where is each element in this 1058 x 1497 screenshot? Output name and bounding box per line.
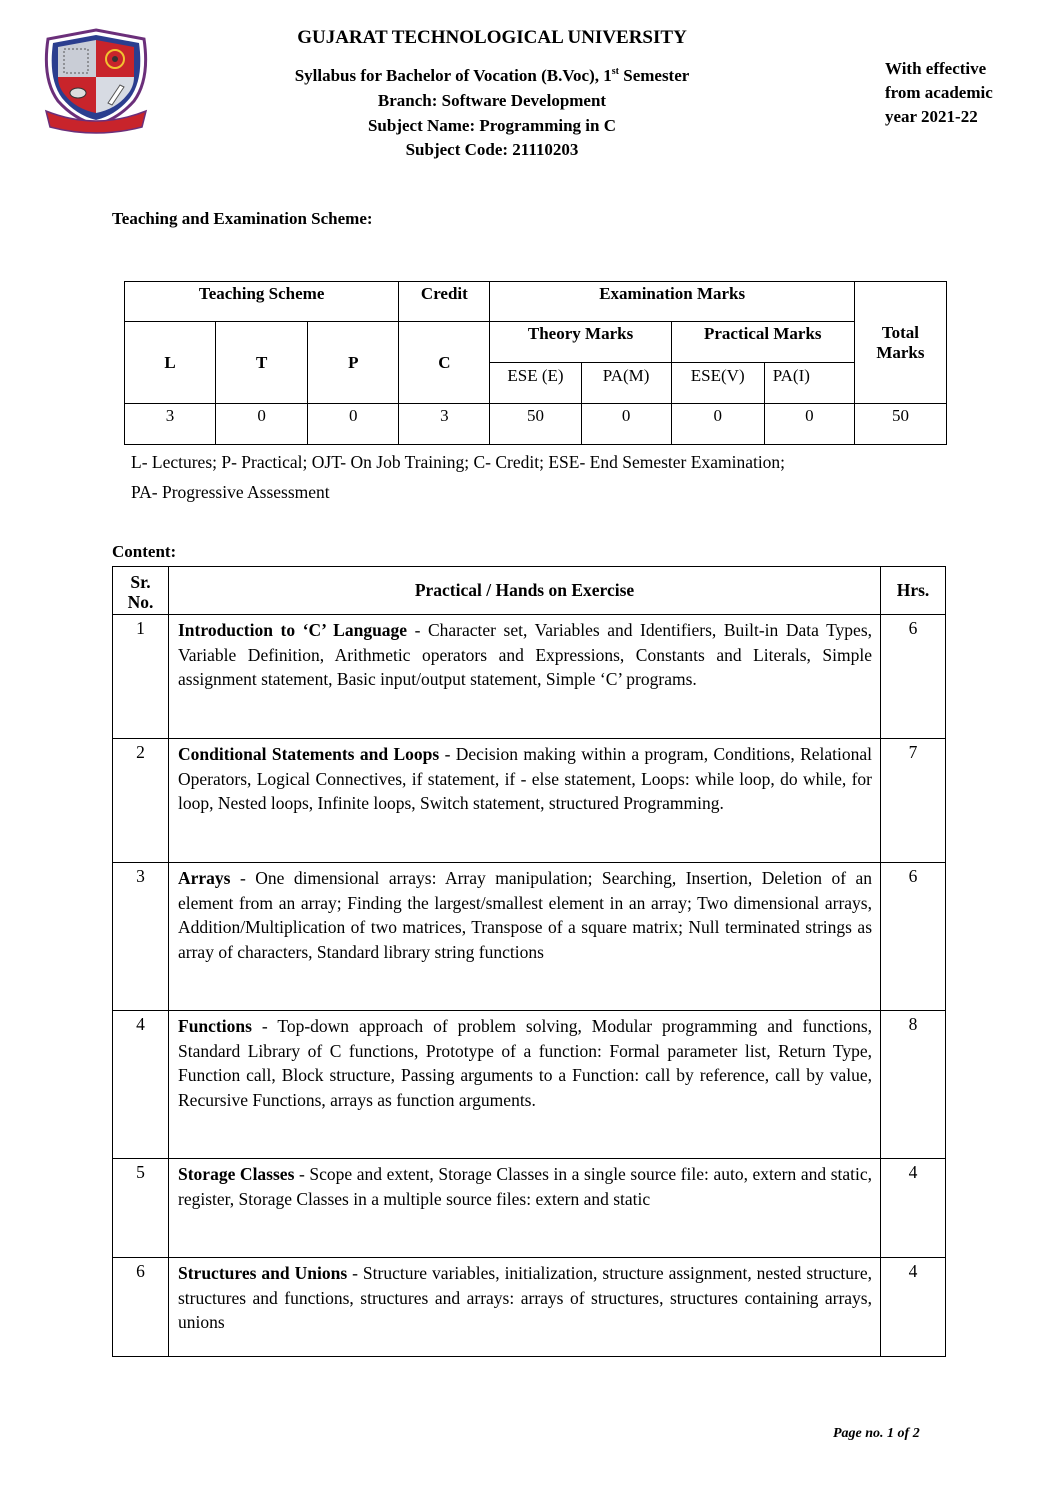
row-separator: - (251, 1016, 278, 1036)
row-description (169, 739, 881, 863)
row-description (169, 1258, 881, 1357)
subject-name: Subject Name: Programming in C (367, 116, 617, 135)
row-hrs: 6 (881, 863, 946, 1011)
row-details: Structure variables, initialization, structure assignment, nested structure, structures and functions, structures and arrays: arrays of structures, structures containing arrays, unions (178, 1263, 872, 1332)
row-separator: - (347, 1263, 363, 1283)
header-sr-no (113, 567, 169, 615)
header-pa-m: PA(M) (581, 363, 671, 404)
gtu-crest-icon (38, 27, 154, 135)
effective-year-note (885, 57, 1045, 129)
row-details: Top-down approach of problem solving, Modular programming and functions, Standard Library of C functions, Prototype of a function: Formal parameter list, Return Type, Function call, Block structure, Passing arguments to a Function: call by reference, call by value, Recursive Functions, arrays as function arguments. (178, 1016, 873, 1110)
legend-line-2: PA- Progressive Assessment (131, 482, 330, 502)
content-title: Content: (112, 542, 177, 561)
header-total-line-2: Marks (876, 342, 925, 362)
content-table (112, 566, 946, 1357)
university-name: GUJARAT TECHNOLOGICAL UNIVERSITY (297, 27, 687, 48)
value-pa-m: 0 (581, 404, 671, 445)
row-separator: - (407, 620, 428, 640)
header-examination-marks: Examination Marks (490, 282, 854, 322)
ordinal-suffix: st (611, 66, 619, 77)
value-L: 3 (125, 404, 216, 445)
header-total-line-1: Total (881, 322, 920, 342)
row-topic: Conditional Statements and Loops (178, 744, 440, 764)
header-exercise: Practical / Hands on Exercise (169, 567, 881, 615)
subject-code: Subject Code: 21110203 (405, 140, 579, 159)
content-row (113, 1258, 946, 1357)
row-separator: - (230, 868, 256, 888)
content-row (113, 863, 946, 1011)
row-sr-no: 2 (113, 739, 169, 863)
row-hrs: 7 (881, 739, 946, 863)
syllabus-title-suffix: Semester (618, 66, 690, 85)
value-C: 3 (399, 404, 490, 445)
row-details: One dimensional arrays: Array manipulation; Searching, Insertion, Deletion of an element from an array; Finding the largest/smallest element in an array; Two dimensional arrays, Addition/Multiplication of two matrices, Transpose of a square matrix; Null terminated strings as array of characters, Standard library string functions (178, 868, 872, 962)
row-topic: Structures and Unions (178, 1263, 348, 1283)
header-ese-v: ESE(V) (671, 363, 764, 404)
content-row (113, 1011, 946, 1159)
header-P: P (308, 322, 399, 404)
content-row (113, 1159, 946, 1258)
row-separator: - (439, 744, 456, 764)
row-description (169, 1159, 881, 1258)
row-hrs: 6 (881, 615, 946, 739)
effective-line-1: With effective (885, 59, 987, 78)
header-C: C (399, 322, 490, 404)
value-T: 0 (216, 404, 308, 445)
row-topic: Introduction to ‘C’ Language (178, 620, 408, 640)
syllabus-title (222, 66, 762, 86)
row-sr-no: 6 (113, 1258, 169, 1357)
abbreviation-legend (131, 447, 785, 507)
header-sr-line-1: Sr. (130, 572, 151, 592)
page-number: Page no. 1 of 2 (833, 1426, 920, 1441)
row-description (169, 863, 881, 1011)
value-P: 0 (308, 404, 399, 445)
effective-line-3: year 2021-22 (885, 107, 978, 126)
row-hrs: 4 (881, 1159, 946, 1258)
row-details: Scope and extent, Storage Classes in a single source file: auto, extern and static, register, Storage Classes in a multiple source files: extern and static (178, 1164, 873, 1209)
header-practical-marks: Practical Marks (671, 322, 854, 363)
teaching-exam-scheme-table (124, 281, 947, 445)
teaching-scheme-title: Teaching and Examination Scheme: (112, 209, 373, 228)
value-total: 50 (854, 404, 946, 445)
row-sr-no: 5 (113, 1159, 169, 1258)
value-ese-v: 0 (671, 404, 764, 445)
row-hrs: 8 (881, 1011, 946, 1159)
header-T: T (216, 322, 308, 404)
row-hrs: 4 (881, 1258, 946, 1357)
row-separator: - (294, 1164, 310, 1184)
row-sr-no: 3 (113, 863, 169, 1011)
header-credit: Credit (399, 282, 490, 322)
content-row (113, 615, 946, 739)
content-row (113, 739, 946, 863)
row-topic: Arrays (178, 868, 231, 888)
branch-name: Branch: Software Development (377, 91, 607, 110)
value-pa-i: 0 (764, 404, 854, 445)
row-sr-no: 4 (113, 1011, 169, 1159)
university-logo (38, 27, 154, 135)
row-description (169, 615, 881, 739)
header-teaching-scheme: Teaching Scheme (125, 282, 399, 322)
header-theory-marks: Theory Marks (490, 322, 671, 363)
row-description (169, 1011, 881, 1159)
value-ese-e: 50 (490, 404, 581, 445)
row-topic: Functions (178, 1016, 252, 1036)
row-details: Character set, Variables and Identifiers, Built-in Data Types, Variable Definition, Arithmetic operators and Expressions, Constants and Literals, Simple assignment statement, Basic input/output statement, Simple ‘C’ programs. (178, 620, 873, 689)
header-hrs: Hrs. (881, 567, 946, 615)
syllabus-title-text: Syllabus for Bachelor of Vocation (B.Voc), 1 (294, 66, 612, 85)
row-sr-no: 1 (113, 615, 169, 739)
header-total-marks (854, 282, 946, 404)
header-L: L (125, 322, 216, 404)
header-sr-line-2: No. (127, 592, 154, 612)
row-topic: Storage Classes (178, 1164, 295, 1184)
header-pa-i: PA(I) (764, 363, 854, 404)
legend-line-1: L- Lectures; P- Practical; OJT- On Job Training; C- Credit; ESE- End Semester Examination; (131, 452, 786, 472)
header-ese-e: ESE (E) (490, 363, 581, 404)
row-details: Decision making within a program, Conditions, Relational Operators, Logical Connectives, if statement, if - else statement, Loops: while loop, do while, for loop, Nested loops, Infinite loops, Switch statement, structured Programming. (178, 744, 873, 813)
effective-line-2: from academic (885, 83, 993, 102)
